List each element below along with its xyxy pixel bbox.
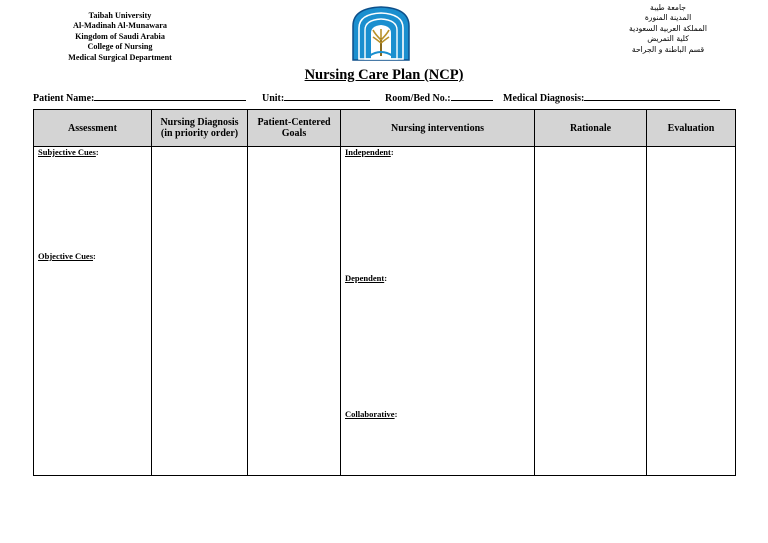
header-line: كلية التمريض [647, 34, 689, 44]
column-header-assessment: Assessment [34, 110, 152, 147]
column-header-goals: Patient-Centered Goals [248, 110, 341, 147]
interventions-cell[interactable] [341, 147, 535, 476]
medical-diagnosis-line [584, 92, 720, 101]
page-title: Nursing Care Plan (NCP) [304, 67, 464, 83]
university-header-arabic [618, 3, 718, 55]
header-line: قسم الباطنة و الجراحة [631, 44, 705, 54]
column-header-interventions: Nursing interventions [341, 110, 535, 147]
header-line: جامعة طيبة [650, 3, 686, 12]
table-row [34, 147, 736, 476]
independent-label: Independent: [345, 147, 394, 157]
room-bed-label: Room/Bed No.: [385, 93, 451, 104]
rationale-cell[interactable] [535, 147, 647, 476]
medical-diagnosis-label: Medical Diagnosis: [503, 93, 585, 104]
unit-field[interactable] [262, 92, 370, 104]
medical-diagnosis-field[interactable] [503, 92, 720, 104]
patient-name-label: Patient Name: [33, 93, 95, 104]
room-bed-line [451, 92, 493, 101]
unit-label: Unit: [262, 93, 285, 104]
collaborative-label: Collaborative: [345, 409, 398, 419]
patient-name-field[interactable] [33, 92, 246, 104]
column-header-nursing-diagnosis: Nursing Diagnosis (in priority order) [152, 110, 248, 147]
header-line: Medical Surgical Department [68, 52, 172, 62]
header-line: المملكة العربية السعودية [629, 23, 707, 33]
assessment-cell[interactable] [34, 147, 152, 476]
column-header-rationale: Rationale [535, 110, 647, 147]
table-header-row [34, 110, 736, 147]
header-line: Kingdom of Saudi Arabia [75, 31, 165, 41]
goals-cell[interactable] [248, 147, 341, 476]
nursing-care-plan-table [33, 109, 736, 476]
header-line: Taibah University [88, 11, 152, 20]
room-bed-field[interactable] [385, 92, 493, 104]
patient-name-line [94, 92, 246, 101]
university-header-english [40, 11, 200, 63]
evaluation-cell[interactable] [647, 147, 736, 476]
dependent-label: Dependent: [345, 273, 388, 283]
taibah-university-logo-icon [349, 4, 413, 64]
header-line: College of Nursing [87, 42, 153, 52]
column-header-evaluation: Evaluation [647, 110, 736, 147]
subjective-cues-label: Subjective Cues: [38, 147, 99, 157]
header-line: المدينة المنورة [644, 13, 692, 23]
objective-cues-label: Objective Cues: [38, 251, 96, 261]
unit-line [284, 92, 370, 101]
nursing-diagnosis-cell[interactable] [152, 147, 248, 476]
header-line: Al-Madinah Al-Munawara [73, 21, 167, 31]
